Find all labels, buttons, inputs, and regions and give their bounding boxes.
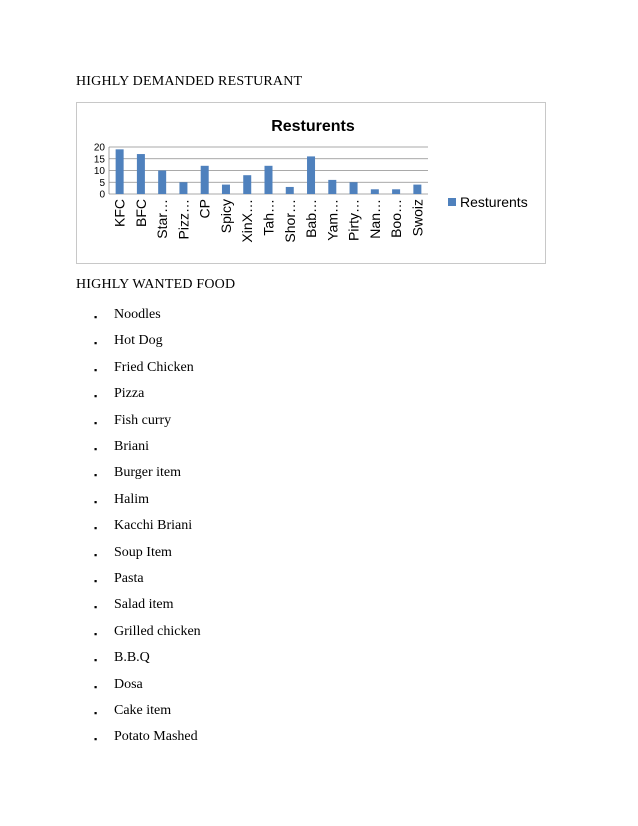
x-tick-label: XinX… <box>239 199 256 243</box>
x-tick-label: Spicy <box>217 199 234 234</box>
list-item-text: Pizza <box>114 386 145 402</box>
bar <box>201 166 209 194</box>
bullet-icon: ▪ <box>94 391 98 402</box>
x-tick-label: Star… <box>154 199 171 239</box>
x-tick-label: Pirty… <box>345 199 362 241</box>
x-tick-label: BFC <box>132 199 149 227</box>
list-item-text: Grilled chicken <box>114 623 201 639</box>
food-heading: HIGHLY WANTED FOOD <box>76 277 236 292</box>
list-item-text: Burger item <box>114 465 182 481</box>
bar <box>137 154 145 194</box>
list-item-text: Briani <box>114 439 149 454</box>
bullet-icon: ▪ <box>94 681 98 692</box>
x-tick-label: KFC <box>111 199 128 227</box>
x-tick-label: Bab… <box>303 198 320 238</box>
bullet-icon: ▪ <box>94 312 98 322</box>
list-item-text: Halim <box>114 491 149 507</box>
bullet-icon: ▪ <box>94 734 98 745</box>
bullet-icon: ▪ <box>94 338 98 349</box>
bullet-icon: ▪ <box>94 708 98 718</box>
list-item-text: Kacchi Briani <box>114 518 193 534</box>
list-item-text: Fried Chicken <box>114 359 194 375</box>
chart-title: Resturents <box>271 118 355 135</box>
bullet-icon: ▪ <box>94 576 98 586</box>
bar <box>222 185 230 194</box>
bar <box>307 156 315 194</box>
bar <box>179 182 187 194</box>
bar <box>350 182 358 194</box>
list-item-text: B.B.Q <box>114 650 150 666</box>
bullet-icon: ▪ <box>94 364 98 375</box>
list-item-text: Soup Item <box>114 544 172 560</box>
list-item-text: Noodles <box>114 307 161 322</box>
bar <box>328 180 336 194</box>
bullet-icon: ▪ <box>94 496 98 507</box>
bar <box>158 171 166 195</box>
y-tick-label: 20 <box>93 142 105 154</box>
x-tick-label: Nan… <box>366 199 383 239</box>
x-tick-label: Tah… <box>260 199 277 236</box>
list-item-text: Hot Dog <box>114 333 163 349</box>
bullet-icon: ▪ <box>94 417 98 428</box>
bullet-icon: ▪ <box>94 602 98 613</box>
chart-canvas <box>77 103 547 265</box>
restaurant-heading: HIGHLY DEMANDED RESTURANT <box>76 74 303 89</box>
y-tick-label: 10 <box>93 166 105 177</box>
bullet-icon: ▪ <box>94 470 98 481</box>
bullet-icon: ▪ <box>94 549 98 560</box>
bar <box>392 189 400 194</box>
bar <box>286 187 294 194</box>
bar <box>371 189 379 194</box>
restaurant-chart <box>76 102 546 264</box>
x-tick-label: Pizz… <box>175 199 192 240</box>
x-tick-label: Yam… <box>324 199 341 241</box>
list-item-text: Pasta <box>114 571 144 586</box>
x-tick-label: CP <box>196 199 213 219</box>
list-item-text: Fish curry <box>114 412 172 428</box>
bar <box>413 185 421 194</box>
list-item-text: Potato Mashed <box>114 729 198 745</box>
bar <box>265 166 273 194</box>
legend-label: Resturents <box>460 194 528 210</box>
y-tick-label: 5 <box>99 177 105 189</box>
x-tick-label: Shor… <box>281 199 298 243</box>
bullet-icon: ▪ <box>94 444 98 454</box>
x-tick-label: Boo… <box>388 199 405 238</box>
x-tick-label: Swoiz <box>409 199 426 237</box>
legend-swatch <box>448 198 456 206</box>
list-item-text: Salad item <box>114 597 174 613</box>
y-tick-label: 0 <box>99 189 105 201</box>
bar <box>243 175 251 194</box>
bar <box>116 149 124 194</box>
list-item-text: Cake item <box>114 703 172 718</box>
bullet-icon: ▪ <box>94 523 98 534</box>
bullet-icon: ▪ <box>94 655 98 666</box>
bullet-icon: ▪ <box>94 628 98 639</box>
y-tick-label: 15 <box>93 154 105 166</box>
list-item-text: Dosa <box>114 676 143 692</box>
